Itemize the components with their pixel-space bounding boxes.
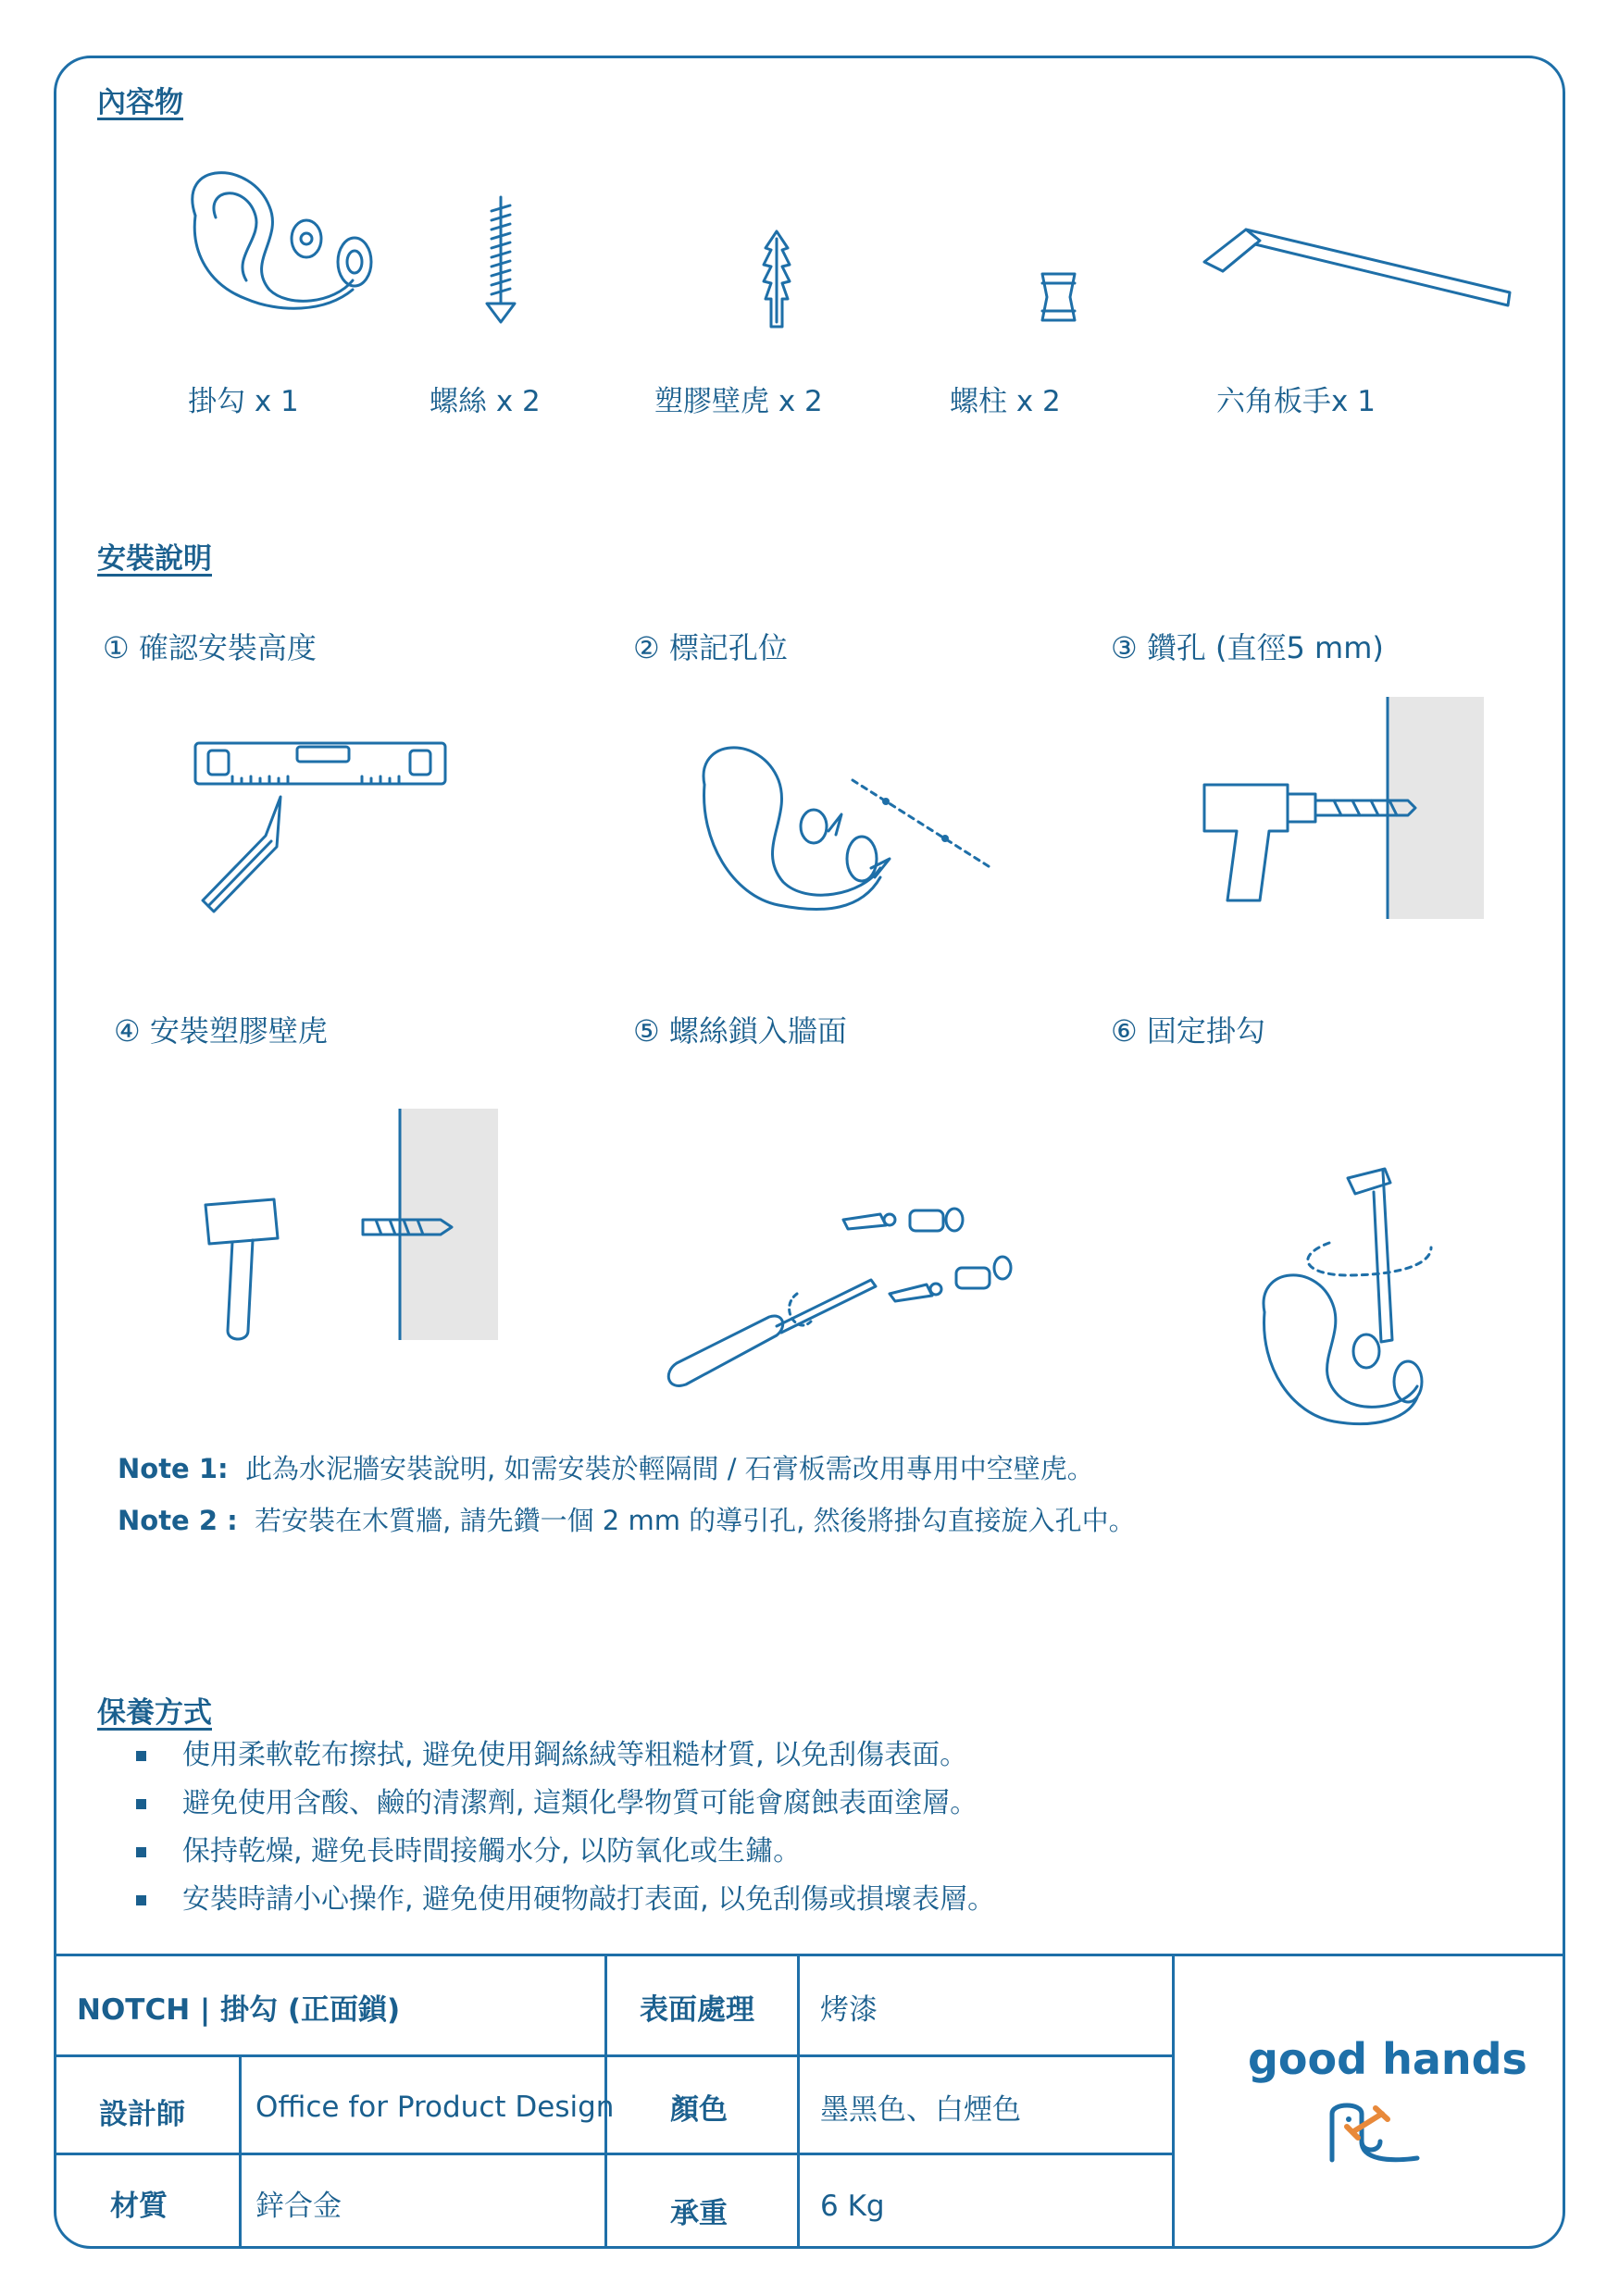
material-value: 鋅合金 bbox=[255, 2190, 342, 2223]
brand-name: good hands bbox=[1248, 2034, 1527, 2084]
color-value: 墨黑色、白煙色 bbox=[820, 2093, 1021, 2127]
note-1: Note 1: 此為水泥牆安裝說明, 如需安裝於輕隔間 / 石膏板需改用專用中空壁虎。 bbox=[118, 1453, 1094, 1484]
designer-value: Office for Product Design bbox=[255, 2091, 615, 2124]
care-list bbox=[136, 1731, 995, 1924]
wall-anchor-icon bbox=[758, 230, 795, 331]
instruction-sheet bbox=[54, 56, 1565, 2249]
note-2: Note 2 : 若安裝在木質牆, 請先鑽一個 2 mm 的導引孔, 然後將掛勾直接旋入孔中。 bbox=[118, 1505, 1136, 1536]
install-step-6: ⑥ 固定掛勾 bbox=[1111, 1013, 1265, 1049]
install-step-3: ③ 鑽孔 (直徑5 mm) bbox=[1111, 630, 1384, 665]
finish-value: 烤漆 bbox=[820, 1993, 878, 2027]
contents-item-hexkey: 六角板手x 1 bbox=[1216, 385, 1376, 418]
brand-mascot-icon bbox=[1325, 2095, 1426, 2169]
hook-mark-icon bbox=[677, 729, 991, 942]
care-item: 使用柔軟乾布擦拭, 避免使用鋼絲絨等粗糙材質, 以免刮傷表面。 bbox=[136, 1731, 995, 1780]
load-label: 承重 bbox=[670, 2197, 728, 2230]
care-title: 保養方式 bbox=[97, 1696, 212, 1730]
drill-icon bbox=[1186, 697, 1491, 928]
install-step-2: ② 標記孔位 bbox=[633, 630, 788, 665]
care-item: 避免使用含酸、鹼的清潔劑, 這類化學物質可能會腐蝕表面塗層。 bbox=[136, 1780, 995, 1828]
load-value: 6 Kg bbox=[820, 2190, 885, 2223]
hex-key-icon bbox=[1195, 220, 1519, 313]
level-pencil-icon bbox=[195, 743, 464, 919]
hook-hexkey-icon bbox=[1218, 1155, 1459, 1433]
spacer-icon bbox=[1038, 269, 1079, 325]
contents-item-screw: 螺絲 x 2 bbox=[430, 385, 541, 418]
material-label: 材質 bbox=[110, 2190, 168, 2223]
screw-icon bbox=[473, 192, 529, 331]
care-item: 保持乾燥, 避免長時間接觸水分, 以防氧化或生鏽。 bbox=[136, 1828, 995, 1876]
care-item: 安裝時請小心操作, 避免使用硬物敲打表面, 以免刮傷或損壞表層。 bbox=[136, 1876, 995, 1924]
install-step-4: ④ 安裝塑膠壁虎 bbox=[114, 1013, 328, 1049]
product-name: NOTCH | 掛勾 (正面鎖) bbox=[77, 1993, 401, 2027]
install-title: 安裝說明 bbox=[97, 542, 212, 576]
contents-item-hook: 掛勾 x 1 bbox=[188, 385, 299, 418]
contents-title: 內容物 bbox=[97, 86, 183, 119]
color-label: 顏色 bbox=[670, 2093, 728, 2127]
hammer-anchor-icon bbox=[200, 1109, 505, 1349]
spec-table bbox=[56, 1954, 1565, 2249]
hook-icon bbox=[158, 151, 436, 336]
install-step-5: ⑤ 螺絲鎖入牆面 bbox=[633, 1013, 847, 1049]
finish-label: 表面處理 bbox=[640, 1993, 754, 2027]
install-step-1: ① 確認安裝高度 bbox=[103, 630, 317, 665]
designer-label: 設計師 bbox=[99, 2098, 185, 2131]
screwdriver-icon bbox=[658, 1146, 1084, 1396]
contents-item-anchor: 塑膠壁虎 x 2 bbox=[654, 385, 823, 418]
contents-item-spacer: 螺柱 x 2 bbox=[950, 385, 1061, 418]
